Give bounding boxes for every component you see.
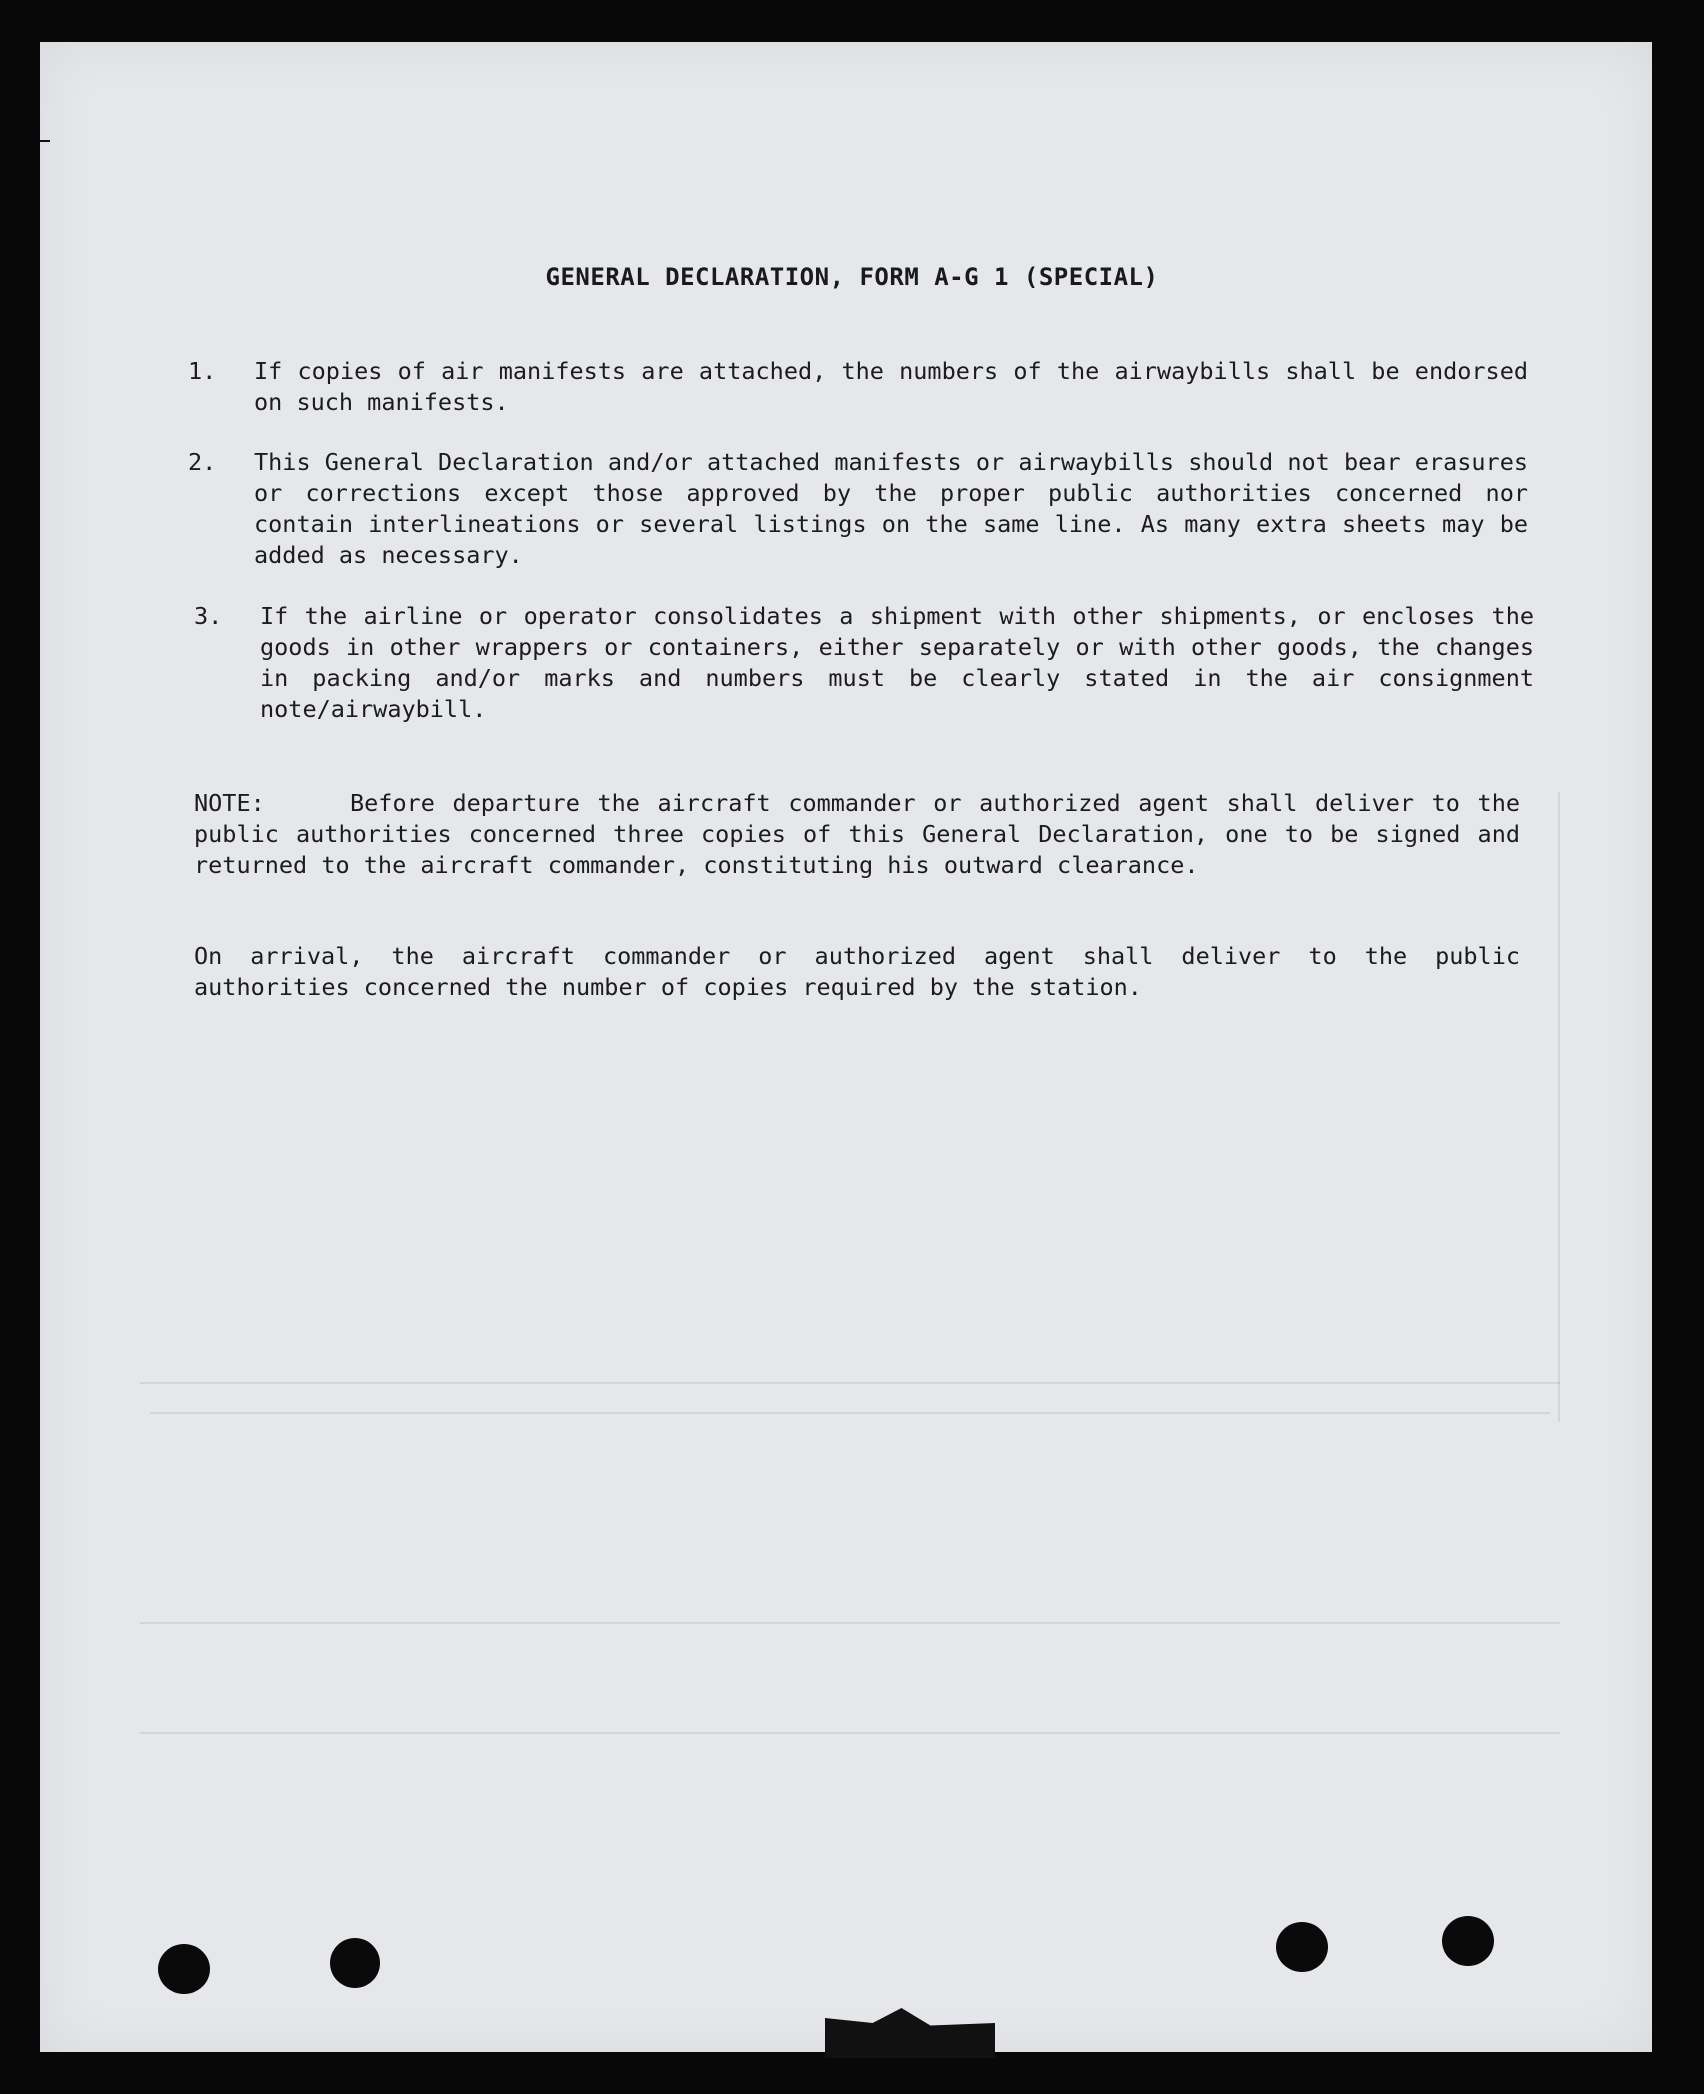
punch-hole bbox=[1442, 1916, 1494, 1966]
instruction-item-1 bbox=[188, 356, 1528, 418]
show-through-line bbox=[140, 1732, 1560, 1734]
instruction-item-2 bbox=[188, 447, 1528, 571]
item-number: 3. bbox=[194, 602, 223, 630]
punch-hole bbox=[330, 1938, 380, 1988]
note-text: Before departure the aircraft commander or authorized agent shall deliver to the public authorities concerned three copies of this General Declaration, one to be signed and returned to the aircraft commander, constituting his outward clearance. bbox=[194, 789, 1520, 879]
instruction-item-3 bbox=[194, 601, 1534, 725]
punch-hole bbox=[1276, 1922, 1328, 1972]
show-through-line bbox=[140, 1382, 1560, 1384]
item-text: If the airline or operator consolidates a shipment with other shipments, or encloses the goods in other wrappers or containers, either separately or with other goods, the changes in packing and/or marks and numbers must be clearly stated in the air consignment note/airwaybill. bbox=[260, 602, 1534, 723]
show-through-line bbox=[150, 1412, 1550, 1414]
show-through-line bbox=[1558, 792, 1560, 1422]
edge-tick bbox=[40, 140, 50, 142]
document-page bbox=[40, 42, 1652, 2052]
item-text: This General Declaration and/or attached manifests or airwaybills should not bear erasures or corrections except those approved by the proper public authorities concerned nor contain interlineations or several listings on the same line. As many extra sheets may be added as necessary. bbox=[254, 448, 1528, 569]
show-through-line bbox=[140, 1622, 1560, 1624]
page-title: GENERAL DECLARATION, FORM A-G 1 (SPECIAL) bbox=[545, 263, 1159, 291]
item-text: If copies of air manifests are attached, the numbers of the airwaybills shall be endorsed on such manifests. bbox=[254, 357, 1528, 416]
item-number: 1. bbox=[188, 357, 217, 385]
arrival-paragraph: On arrival, the aircraft commander or authorized agent shall deliver to the public authorities concerned the number of copies required by the station. bbox=[194, 942, 1520, 1001]
note-label: NOTE: bbox=[194, 789, 265, 817]
note-paragraph bbox=[194, 788, 1520, 881]
punch-hole bbox=[158, 1944, 210, 1994]
item-number: 2. bbox=[188, 448, 217, 476]
